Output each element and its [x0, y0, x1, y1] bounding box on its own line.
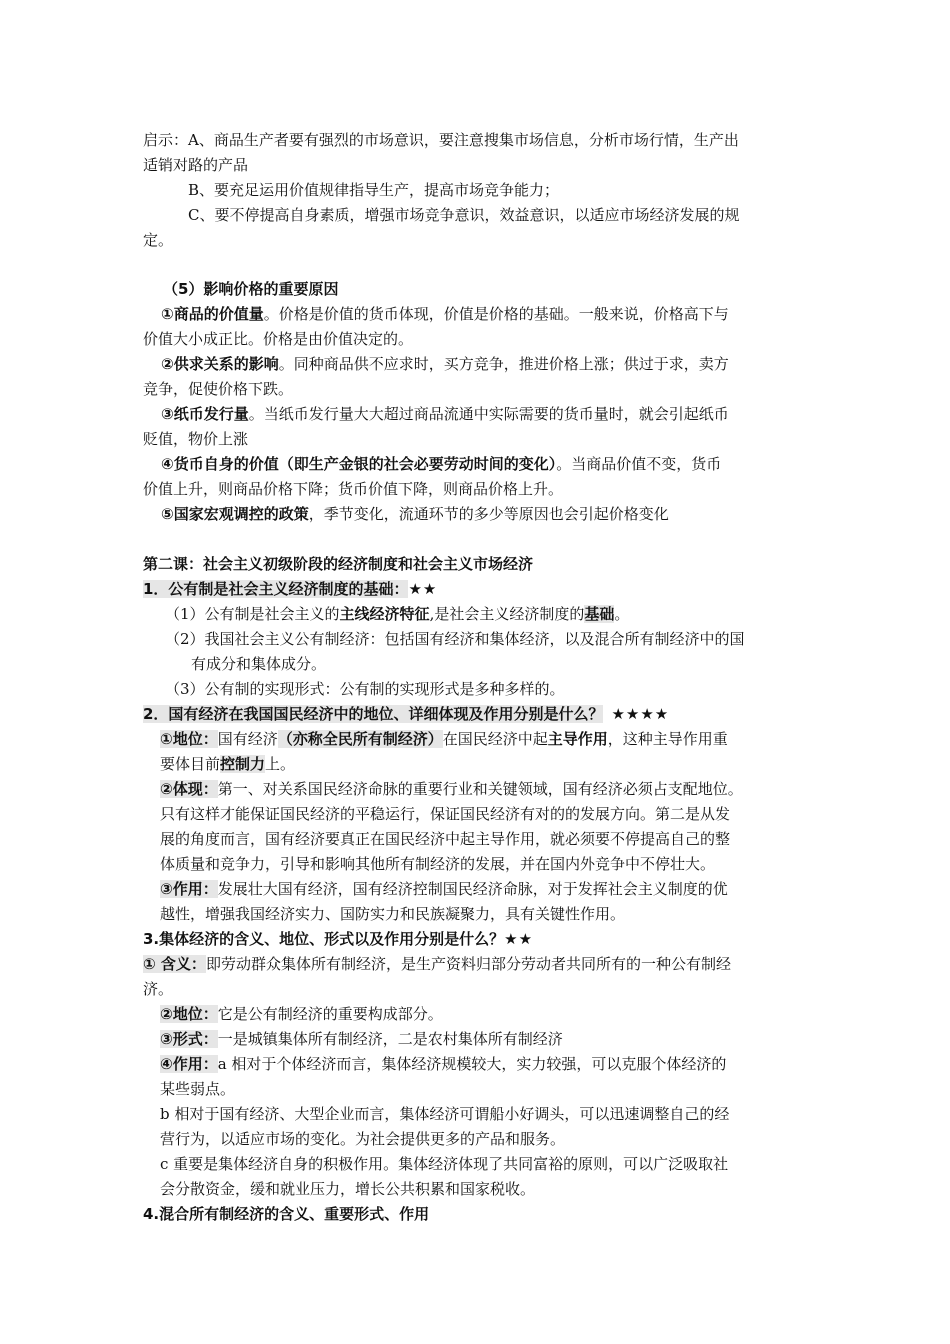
factor-1-text: 。价格是价值的货币体现，价值是价格的基础。一般来说，价格高下与: [263, 305, 729, 323]
item-1-c: ,是社会主义经济制度的: [429, 605, 585, 623]
heading-1-text: 1．公有制是社会主义经济制度的基础：: [143, 580, 409, 598]
state-embody-label: ②体现：: [160, 780, 218, 798]
state-role-label: ①地位：: [160, 730, 218, 748]
item-2: （2）我国社会主义公有制经济：包括国有经济和集体经济，以及混合所有制经济中的国: [165, 630, 745, 648]
collective-meaning-label: ① 含义：: [143, 955, 206, 973]
factor-5-label: ⑤国家宏观调控的政策: [161, 505, 309, 523]
state-role-t1: 国有经济: [217, 730, 278, 748]
lesson-title: 第二课：社会主义初级阶段的经济制度和社会主义市场经济: [143, 555, 534, 573]
insight-c-cont: 定。: [143, 231, 174, 249]
collective-meaning-t1: 即劳动群众集体所有制经济，是生产资料归部分劳动者共同所有的一种公有制经: [205, 955, 731, 973]
factor-2-cont: 竞争，促使价格下跌。: [143, 380, 294, 398]
factor-2: [161, 352, 729, 377]
state-embody: [160, 777, 743, 802]
factor-3-label: ③纸币发行量: [161, 405, 249, 423]
state-role-l2b: 控制力: [220, 755, 266, 773]
factor-1-label: ①商品的价值量: [161, 305, 264, 323]
insight-c: C、要不停提高自身素质，增强市场竞争意识，效益意识，以适应市场经济发展的规: [188, 206, 740, 224]
collective-meaning-l2: 济。: [143, 980, 174, 998]
heading-2: [143, 702, 669, 727]
state-effect-l2: 越性，增强我国经济实力、国防实力和民族凝聚力，具有关键性作用。: [160, 905, 626, 923]
factor-4-label: ④货币自身的价值（即生产金银的社会必要劳动时间的变化）: [161, 455, 557, 473]
collective-effect-c1: c 重要是集体经济自身的积极作用。集体经济体现了共同富裕的原则，可以广泛吸取社: [160, 1155, 729, 1173]
insight-b: B、要充足运用价值规律指导生产，提高市场竞争能力；: [188, 181, 560, 199]
collective-meaning: [143, 952, 731, 977]
factor-2-text: 。同种商品供不应求时，买方竞争，推进价格上涨；供过于求，卖方: [278, 355, 729, 373]
collective-status: [160, 1002, 443, 1027]
state-effect: [160, 877, 728, 902]
state-role-t2: 在国民经济中起: [442, 730, 548, 748]
state-effect-label: ③作用：: [160, 880, 218, 898]
factor-3-cont: 贬值，物价上涨: [143, 430, 249, 448]
collective-effect-label: ④作用：: [160, 1055, 218, 1073]
factor-3: [161, 402, 729, 427]
state-role-l2c: 上。: [265, 755, 296, 773]
state-embody-l4: 体质量和竞争力，引导和影响其他所有制经济的发展，并在国内外竞争中不停壮大。: [160, 855, 716, 873]
factor-1: [161, 302, 729, 327]
factor-4: [161, 452, 721, 477]
state-effect-t1: 发展壮大国有经济，国有经济控制国民经济命脉，对于发挥社会主义制度的优: [217, 880, 728, 898]
collective-form-label: ③形式：: [160, 1030, 218, 1048]
item-1-bold-b: 基础: [584, 605, 615, 623]
collective-form-t1: 一是城镇集体所有制经济，二是农村集体所有制经济: [217, 1030, 563, 1048]
factor-2-label: ②供求关系的影响: [161, 355, 279, 373]
factor-4-text: 。当商品价值不变，货币: [556, 455, 722, 473]
state-role-cont: [160, 752, 295, 777]
heading-3-stars: ★★: [504, 930, 534, 948]
state-embody-l2: 只有这样才能保证国民经济的平稳运行，保证国民经济有对的的发展方向。第二是从发: [160, 805, 731, 823]
state-role-b2: 主导作用: [547, 730, 608, 748]
heading-1: [143, 577, 437, 602]
collective-effect-c2: 会分散资金，缓和就业压力，增长公共积累和国家税收。: [160, 1180, 536, 1198]
factor-3-text: 。当纸币发行量大大超过商品流通中实际需要的货币量时，就会引起纸币: [248, 405, 729, 423]
heading-1-stars: ★★: [408, 580, 438, 598]
item-1-bold-a: 主线经济特征: [339, 605, 430, 623]
collective-effect-t1: a 相对于个体经济而言，集体经济规模较大，实力较强，可以克服个体经济的: [217, 1055, 727, 1073]
item-1: [165, 602, 629, 627]
item-1-e: 。: [614, 605, 630, 623]
collective-effect-l2: 某些弱点。: [160, 1080, 236, 1098]
price-factors-title: （5）影响价格的重要原因: [163, 280, 339, 298]
collective-effect-b1: b 相对于国有经济、大型企业而言，集体经济可谓船小好调头，可以迅速调整自己的经: [160, 1105, 730, 1123]
state-role: [160, 727, 728, 752]
state-role-l2a: 要体目前: [160, 755, 221, 773]
collective-form: [160, 1027, 563, 1052]
item-1-a: （1）公有制是社会主义的: [165, 605, 340, 623]
state-role-t3: ，这种主导作用重: [607, 730, 728, 748]
state-role-b1: （亦称全民所有制经济）: [277, 730, 443, 748]
collective-effect-b2: 营行为，以适应市场的变化。为社会提供更多的产品和服务。: [160, 1130, 566, 1148]
factor-5: [161, 502, 669, 527]
heading-2-stars: ★★★★: [611, 705, 670, 723]
collective-status-label: ②地位：: [160, 1005, 218, 1023]
item-3: （3）公有制的实现形式：公有制的实现形式是多种多样的。: [165, 680, 565, 698]
collective-effect: [160, 1052, 726, 1077]
state-embody-t1: 第一、对关系国民经济命脉的重要行业和关键领域，国有经济必须占支配地位。: [217, 780, 743, 798]
factor-5-text: ，季节变化，流通环节的多少等原因也会引起价格变化: [308, 505, 669, 523]
item-2-cont: 有成分和集体成分。: [191, 655, 327, 673]
insight-line-1: 启示：A、商品生产者要有强烈的市场意识，要注意搜集市场信息，分析市场行情，生产出: [143, 131, 739, 149]
factor-1-cont: 价值大小成正比。价格是由价值决定的。: [143, 330, 414, 348]
state-embody-l3: 展的角度而言，国有经济要真正在国民经济中起主导作用，就必须要不停提高自己的整: [160, 830, 731, 848]
heading-2-text: 2．国有经济在我国国民经济中的地位、详细体现及作用分别是什么？: [143, 705, 604, 723]
insight-line-2: 适销对路的产品: [143, 156, 249, 174]
heading-3: [143, 927, 533, 952]
factor-4-cont: 价值上升，则商品价格下降；货币价值下降，则商品价格上升。: [143, 480, 564, 498]
heading-4: 4.混合所有制经济的含义、重要形式、作用: [143, 1205, 430, 1223]
collective-status-t1: 它是公有制经济的重要构成部分。: [217, 1005, 443, 1023]
heading-3-text: 3.集体经济的含义、地位、形式以及作用分别是什么？: [143, 930, 505, 948]
